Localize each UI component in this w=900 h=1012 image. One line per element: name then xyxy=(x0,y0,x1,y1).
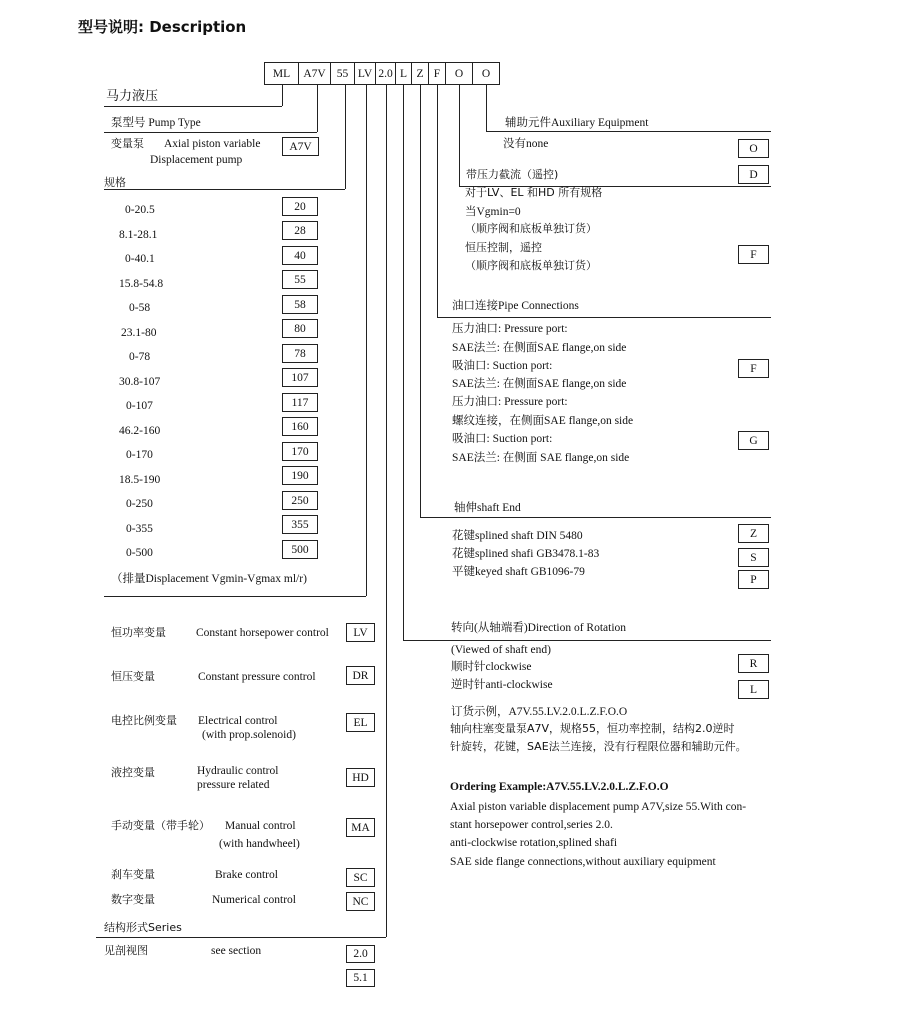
size-range: 0-58 xyxy=(129,302,151,314)
pipe-code: G xyxy=(738,431,769,450)
control-en-2: (with prop.solenoid) xyxy=(202,729,296,741)
order-example-cn: 轴向柱塞变量泵A7V，规格55，恒功率控制，结构2.0逆时 xyxy=(450,722,735,735)
section-label-cn: 见剖视图 xyxy=(104,944,148,957)
size-code: 500 xyxy=(282,540,318,559)
size-range: 0-20.5 xyxy=(125,204,155,216)
size-code: 107 xyxy=(282,368,318,387)
size-range: 8.1-28.1 xyxy=(119,229,158,241)
pressure-cut-note: 当Vgmin=0 xyxy=(465,206,521,218)
size-code: 78 xyxy=(282,344,318,363)
pipe-line: 吸油口: Suction port: xyxy=(452,433,553,445)
section-label-en: see section xyxy=(211,945,262,957)
control-en-2: (with handwheel) xyxy=(219,838,300,850)
model-cell-size: 55 xyxy=(330,62,355,85)
aux-label: 辅助元件Auxiliary Equipment xyxy=(505,117,649,129)
order-example-cn: 订货示例，A7V.55.LV.2.0.L.Z.F.O.O xyxy=(451,706,628,718)
model-cell-rotation: L xyxy=(395,62,412,85)
rotation-item: 逆时针anti-clockwise xyxy=(451,679,553,691)
pressure-cut-code: D xyxy=(738,165,769,184)
variable-pump-code: A7V xyxy=(282,137,319,156)
size-code: 40 xyxy=(282,246,318,265)
pipe-line: SAE法兰: 在侧面SAE flange,on side xyxy=(452,378,627,390)
motor-label: 马力液压 xyxy=(106,89,159,104)
pressure-cut-note: （顺序阀和底板单独订货） xyxy=(465,222,597,235)
size-range: 0-40.1 xyxy=(125,253,155,265)
size-range: 0-500 xyxy=(126,547,153,559)
control-cn: 电控比例变量 xyxy=(111,714,177,727)
model-cell-port: F xyxy=(428,62,446,85)
size-range: 23.1-80 xyxy=(121,327,157,339)
rotation-code: L xyxy=(738,680,769,699)
size-range: 0-170 xyxy=(126,449,153,461)
variable-pump-en: Axial piston variable xyxy=(164,138,261,150)
control-code: EL xyxy=(346,713,375,732)
pressure-cut-label: 带压力截流（遥控) xyxy=(466,168,559,181)
model-cell-ml: ML xyxy=(264,62,299,85)
size-code: 190 xyxy=(282,466,318,485)
model-cell-shaft: Z xyxy=(411,62,429,85)
pipe-line: 吸油口: Suction port: xyxy=(452,360,553,372)
size-range: 18.5-190 xyxy=(119,474,161,486)
pressure-cut-note: 对于LV、EL 和HD 所有规格 xyxy=(465,186,603,199)
size-code: 117 xyxy=(282,393,318,412)
size-label: 规格 xyxy=(104,176,126,189)
control-en: Electrical control xyxy=(198,715,278,727)
order-example-cn: 针旋转，花键，SAE法兰连接，没有行程限位器和辅助元件。 xyxy=(450,740,747,753)
model-cell-series: 2.0 xyxy=(375,62,396,85)
shaft-item: 平键keyed shaft GB1096-79 xyxy=(452,566,585,578)
control-code: DR xyxy=(346,666,375,685)
variable-pump-en-2: Displacement pump xyxy=(150,154,243,166)
rotation-label: 转向(从轴端看)Direction of Rotation xyxy=(451,622,627,634)
control-en: Numerical control xyxy=(212,894,296,906)
displacement-note: （排量Displacement Vgmin-Vgmax ml/r) xyxy=(111,573,307,585)
control-en: Constant horsepower control xyxy=(196,627,329,639)
size-code: 170 xyxy=(282,442,318,461)
size-code: 160 xyxy=(282,417,318,436)
order-example-en: anti-clockwise rotation,splined shafi xyxy=(450,837,618,849)
size-range: 30.8-107 xyxy=(119,376,161,388)
order-example-en: stant horsepower control,series 2.0. xyxy=(450,819,613,831)
model-cell-pressure-cut: O xyxy=(445,62,473,85)
shaft-code: Z xyxy=(738,524,769,543)
control-en: Hydraulic control xyxy=(197,765,279,777)
size-code: 20 xyxy=(282,197,318,216)
page-title: 型号说明: Description xyxy=(78,18,247,36)
size-code: 55 xyxy=(282,270,318,289)
size-code: 28 xyxy=(282,221,318,240)
order-example-en: Axial piston variable displacement pump A7V,size 55.With con- xyxy=(450,801,747,813)
model-cell-control: LV xyxy=(354,62,376,85)
series-label: 结构形式Series xyxy=(104,921,182,934)
shaft-end-label: 轴伸shaft End xyxy=(454,502,521,514)
rotation-item: 顺时针clockwise xyxy=(451,661,532,673)
control-code: HD xyxy=(346,768,375,787)
shaft-item: 花键splined shafi GB3478.1-83 xyxy=(452,548,600,560)
size-range: 0-355 xyxy=(126,523,153,535)
pipe-line: SAE法兰: 在侧面 SAE flange,on side xyxy=(452,452,630,464)
shaft-code: P xyxy=(738,570,769,589)
control-en-2: pressure related xyxy=(197,779,270,791)
size-range: 0-107 xyxy=(126,400,153,412)
pressure-cut-note: （顺序阀和底板单独订货） xyxy=(465,259,597,272)
control-code: LV xyxy=(346,623,375,642)
shaft-code: S xyxy=(738,548,769,567)
control-code: NC xyxy=(346,892,375,911)
size-range: 0-250 xyxy=(126,498,153,510)
aux-none: 没有none xyxy=(503,138,549,150)
rotation-code: R xyxy=(738,654,769,673)
control-cn: 手动变量（带手轮） xyxy=(111,819,210,832)
pipe-line: 压力油口: Pressure port: xyxy=(452,396,568,408)
control-code: SC xyxy=(346,868,375,887)
control-cn: 恒功率变量 xyxy=(111,626,166,639)
pipe-code: F xyxy=(738,359,769,378)
rotation-sub: (Viewed of shaft end) xyxy=(451,644,551,656)
control-code: MA xyxy=(346,818,375,837)
size-range: 46.2-160 xyxy=(119,425,161,437)
order-example-title: Ordering Example:A7V.55.LV.2.0.L.Z.F.O.O xyxy=(450,781,669,793)
series-code: 2.0 xyxy=(346,945,375,963)
variable-pump-cn: 变量泵 xyxy=(111,137,144,150)
control-en: Constant pressure control xyxy=(198,671,316,683)
shaft-item: 花键splined shaft DIN 5480 xyxy=(452,530,583,542)
pipe-line: SAE法兰: 在侧面SAE flange,on side xyxy=(452,342,627,354)
size-range: 0-78 xyxy=(129,351,151,363)
size-code: 80 xyxy=(282,319,318,338)
size-code: 58 xyxy=(282,295,318,314)
size-range: 15.8-54.8 xyxy=(119,278,164,290)
order-example-en: SAE side flange connections,without auxiliary equipment xyxy=(450,856,716,868)
control-cn: 恒压变量 xyxy=(111,670,155,683)
size-code: 250 xyxy=(282,491,318,510)
pipe-connections-label: 油口连接Pipe Connections xyxy=(452,300,579,312)
model-cell-type: A7V xyxy=(298,62,331,85)
pressure-cut-code-f: F xyxy=(738,245,769,264)
control-cn: 液控变量 xyxy=(111,766,155,779)
model-cell-aux: O xyxy=(472,62,500,85)
control-en: Brake control xyxy=(215,869,278,881)
pipe-line: 压力油口: Pressure port: xyxy=(452,323,568,335)
size-code: 355 xyxy=(282,515,318,534)
control-en: Manual control xyxy=(225,820,296,832)
aux-code: O xyxy=(738,139,769,158)
pressure-cut-note: 恒压控制，遥控 xyxy=(465,241,542,254)
pump-type-label: 泵型号 Pump Type xyxy=(111,117,201,129)
control-cn: 刹车变量 xyxy=(111,868,155,881)
pipe-line: 螺纹连接，在侧面SAE flange,on side xyxy=(452,415,634,427)
series-code: 5.1 xyxy=(346,969,375,987)
control-cn: 数字变量 xyxy=(111,893,155,906)
